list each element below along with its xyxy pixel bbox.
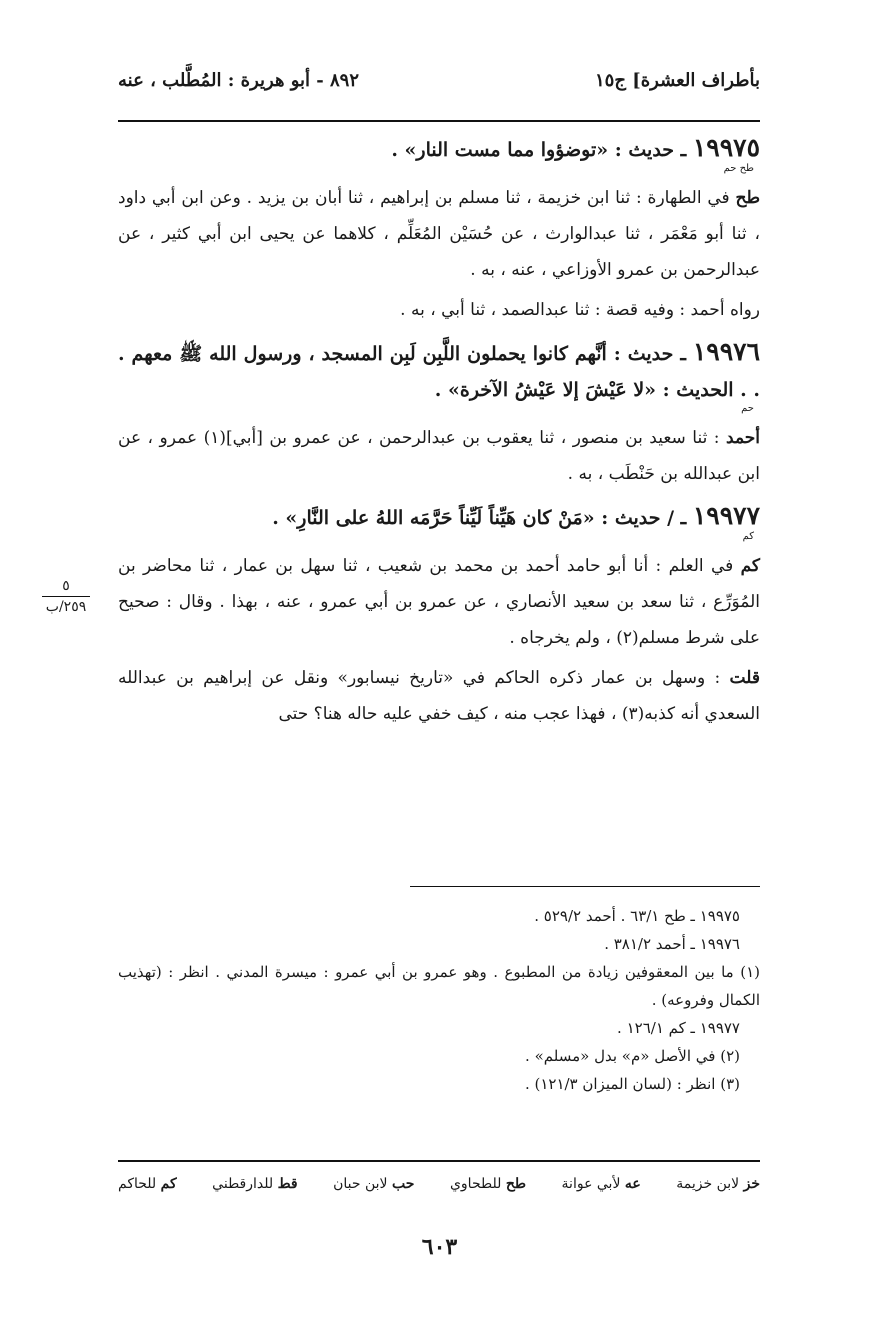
source-sigla: حم — [741, 403, 754, 414]
source-sigla: طح حم — [723, 163, 754, 174]
abbreviation-item: حب لابن حبان — [333, 1176, 415, 1192]
footnote: ١٩٩٧٧ ـ كم ١٢٦/١ . — [617, 1019, 740, 1037]
hadith-entry — [118, 498, 760, 732]
hadith-entry — [118, 334, 760, 492]
abbreviation-item: عه لأبي عوانة — [561, 1176, 641, 1192]
paragraph-lead: أحمد — [726, 428, 760, 448]
paragraph-text: : وسهل بن عمار ذكره الحاكم في «تاريخ نيسابور» ونقل عن إبراهيم بن عبدالله السعدي أنه كذبه(٣) ، فهذا عجب منه ، كيف خفي عليه حاله هنا؟ حتى — [118, 668, 760, 724]
paragraph-text: رواه أحمد : وفيه قصة : ثنا عبدالصمد ، ثنا أبي ، به . — [400, 300, 760, 320]
source-sigla: كم — [742, 531, 754, 542]
header-rule — [118, 120, 760, 122]
hadith-title: ـ حديث : أنَّهم كانوا يحملون اللَّبِن لَبِن المسجد ، ورسول الله ﷺ معهم . . . الحديث : «لا عَيْشَ إلا عَيْشُ الآخرة» . — [118, 343, 760, 401]
margin-note-bottom: ٢٥٩/ب — [45, 599, 87, 615]
hadith-heading — [118, 498, 760, 536]
isnad-paragraph — [118, 660, 760, 732]
isnad-paragraph — [118, 292, 760, 328]
hadith-title: ـ حديث : «توضؤوا مما مست النار» . — [391, 139, 693, 161]
abbreviations-rule — [118, 1160, 760, 1162]
isnad-paragraph — [118, 420, 760, 492]
paragraph-text: في العلم : أنا أبو حامد أحمد بن محمد بن شعيب ، ثنا سهل بن عمار ، ثنا محاضر بن المُوَرِّع ، ثنا سعد بن سعيد الأنصاري ، عن عمرو بن أبي عمرو ، عنه ، بهذا . وقال : صحيح على شرط مسلم(٢) ، ولم يخرجاه . — [118, 556, 760, 648]
margin-note-divider — [42, 596, 90, 597]
paragraph-lead: طح — [735, 188, 760, 208]
abbreviation-item: كم للحاكم — [118, 1176, 177, 1192]
folio-margin-note — [34, 578, 98, 615]
hadith-heading — [118, 334, 760, 408]
abbreviation-key — [118, 1176, 760, 1192]
hadith-heading — [118, 130, 760, 168]
abbreviation-item: خز لابن خزيمة — [676, 1176, 760, 1192]
paragraph-lead: كم — [740, 556, 760, 576]
margin-note-top: ٥ — [62, 578, 70, 594]
page-header — [118, 66, 760, 102]
hadith-entry — [118, 130, 760, 328]
paragraph-text: في الطهارة : ثنا ابن خزيمة ، ثنا مسلم بن إبراهيم ، ثنا أبان بن يزيد . وعن ابن أبي داود ، ثنا أبو مَعْمَر ، ثنا عبدالوارث ، عن حُسَيْن المُعَلِّم ، كلاهما عن يحيى ابن أبي كثير ، عن عبدالرحمن بن عمرو الأوزاعي ، عنه ، به . — [118, 188, 760, 280]
footnote-rule — [410, 886, 760, 887]
paragraph-text: : ثنا سعيد بن منصور ، ثنا يعقوب بن عبدالرحمن ، عن عمرو بن [أبي](١) عمرو ، عن ابن عبدالله بن حَنْطَب ، به . — [118, 428, 760, 484]
hadith-number: ١٩٩٧٦ — [692, 337, 760, 366]
book-title: بأطراف العشرة] ج١٥ — [594, 70, 760, 91]
footnote: (٢) في الأصل «م» بدل «مسلم» . — [525, 1047, 740, 1065]
isnad-paragraph — [118, 548, 760, 656]
abbreviation-item: طح للطحاوي — [449, 1176, 526, 1192]
section-title: ٨٩٢ - أبو هريرة : المُطَّلب ، عنه — [118, 70, 360, 91]
footnote: (١) ما بين المعقوفين زيادة من المطبوع . وهو عمرو بن أبي عمرو : ميسرة المدني . انظر : (تهذيب الكمال وفروعه) . — [118, 963, 760, 1009]
footnotes — [118, 902, 760, 1098]
footnote: ١٩٩٧٦ ـ أحمد ٣٨١/٢ . — [604, 935, 740, 953]
main-text — [118, 130, 760, 738]
abbreviation-item: قط للدارقطني — [212, 1176, 298, 1192]
hadith-number: ١٩٩٧٥ — [692, 133, 760, 162]
hadith-number: ١٩٩٧٧ — [692, 501, 760, 530]
footnote: (٣) انظر : (لسان الميزان ١٢١/٣) . — [524, 1075, 740, 1093]
hadith-title: ـ / حديث : «مَنْ كان هَيِّناً لَيِّناً حَرَّمَه اللهُ على النَّارِ» . — [272, 507, 693, 529]
page-number: ٦٠٣ — [421, 1234, 458, 1260]
paragraph-lead: قلت — [729, 668, 760, 688]
isnad-paragraph — [118, 180, 760, 288]
footnote: ١٩٩٧٥ ـ طح ٦٣/١ . أحمد ٥٢٩/٢ . — [534, 907, 740, 925]
